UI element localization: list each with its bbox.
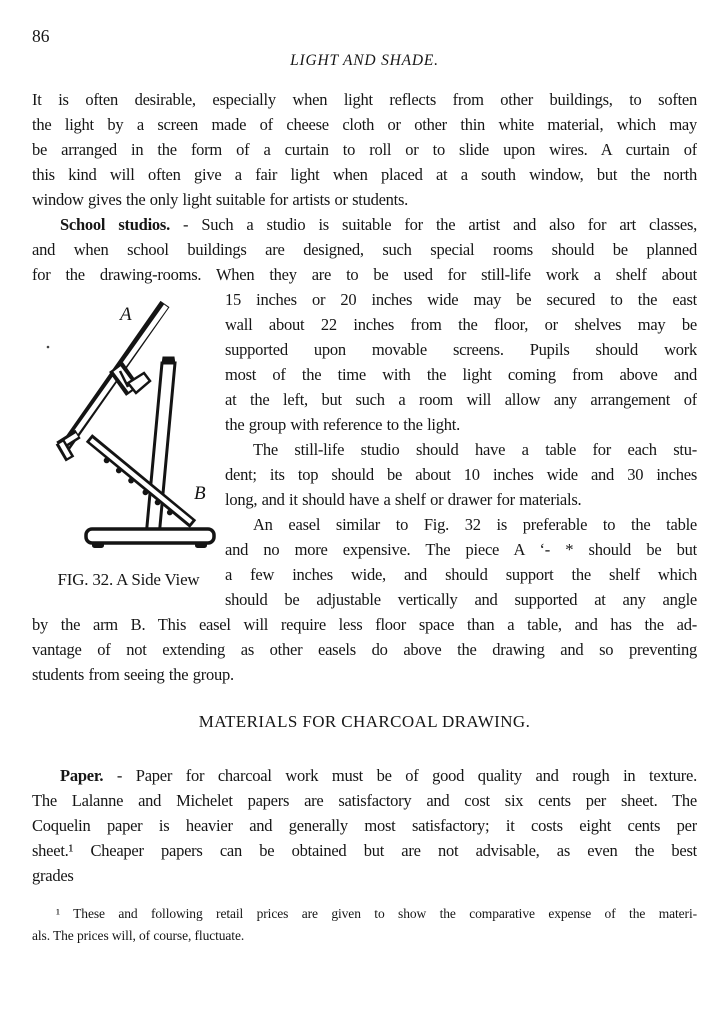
body-line: An easel similar to Fig. 32 is preferable to the table [253,515,697,534]
paragraph-school-continued [32,612,697,687]
body-line: be arranged in the form of a curtain to roll or to slide upon wires. A curtain of [32,140,697,159]
lead-in-paper: Paper. [60,766,104,785]
section-heading: MATERIALS FOR CHARCOAL DRAWING. [198,712,531,731]
body-line: vantage of not extending as other easels do above the drawing and so preventing [32,640,697,659]
figure-and-wrapped-text [32,287,697,612]
running-head: LIGHT AND SHADE. [290,52,439,69]
body-line: for the drawing-rooms. When they are to be used for still-life work a shelf about [32,265,697,284]
scan-speck [47,346,50,349]
body-line: dent; its top should be about 10 inches wide and 30 inches [225,465,697,484]
body-line: and when school buildings are designed, such special rooms should be planned [32,240,697,259]
body-line: the light by a screen made of cheese cloth or other thin white material, which may [32,115,697,134]
body-line: sheet.¹ Cheaper papers can be obtained but are not advisable, as even the best [32,841,697,860]
lead-in-school-studios: School studios. [60,215,170,234]
body-line [32,763,697,788]
body-line [32,212,697,237]
body-line: should be adjustable vertically and supported at any angle [225,590,697,609]
paragraph-intro [32,87,697,212]
body-line: grades [32,866,74,885]
footnote [32,903,697,947]
easel-foot [92,542,104,548]
body-line: It is often desirable, especially when light reflects from other buildings, to soften [32,90,697,109]
easel-label-a: A [120,304,132,325]
body-line: this kind will often give a fair light when placed at a south window, but the north [32,165,697,184]
body-line: wall about 22 inches from the floor, or shelves may be [225,315,697,334]
footnote-line: als. The prices will, of course, fluctuate. [32,928,245,943]
body-line: by the arm B. This easel will require less floor space than a table, and has the ad- [32,615,697,634]
body-line: Coquelin paper is heavier and generally most satisfactory; it costs eight cents per [32,816,697,835]
body-line: The still-life studio should have a table for each stu- [253,440,697,459]
body-line-text: - Such a studio is suitable for the artist and also for art classes, [169,215,697,234]
easel-base [86,529,214,548]
wrapped-text-column [225,287,697,612]
paragraph-paper [32,763,697,888]
figure-caption: FIG. 32. A Side View [57,570,200,589]
body-line: The Lalanne and Michelet papers are satisfactory and cost six cents per sheet. The [32,791,697,810]
easel-clamp [116,367,150,393]
body-line: most of the time with the light coming from above and [225,365,697,384]
body-line: a few inches wide, and should support the shelf which [225,565,697,584]
figure-easel [32,287,225,592]
easel-arm [89,438,193,524]
body-line: window gives the only light suitable for artists or students. [32,190,409,209]
body-line: students from seeing the group. [32,665,234,684]
body-line: 15 inches or 20 inches wide may be secured to the east [225,290,697,309]
body-line: long, and it should have a shelf or drawer for materials. [225,490,582,509]
easel-drawing [32,287,225,560]
body-line: and no more expensive. The piece A ‘- * should be but [225,540,697,559]
body-line: supported upon movable screens. Pupils should work [225,340,697,359]
paragraph-school-studios [32,212,697,287]
easel-foot [195,542,207,548]
page-number: 86 [32,26,50,46]
body-line: the group with reference to the light. [225,415,460,434]
body-line-text: - Paper for charcoal work must be of good quality and rough in texture. [103,766,697,785]
body-line: at the left, but such a room will allow any arrangement of [225,390,697,409]
easel-label-b: B [194,483,206,504]
footnote-line: ¹ These and following retail prices are given to show the comparative expense of the materi- [56,906,697,921]
